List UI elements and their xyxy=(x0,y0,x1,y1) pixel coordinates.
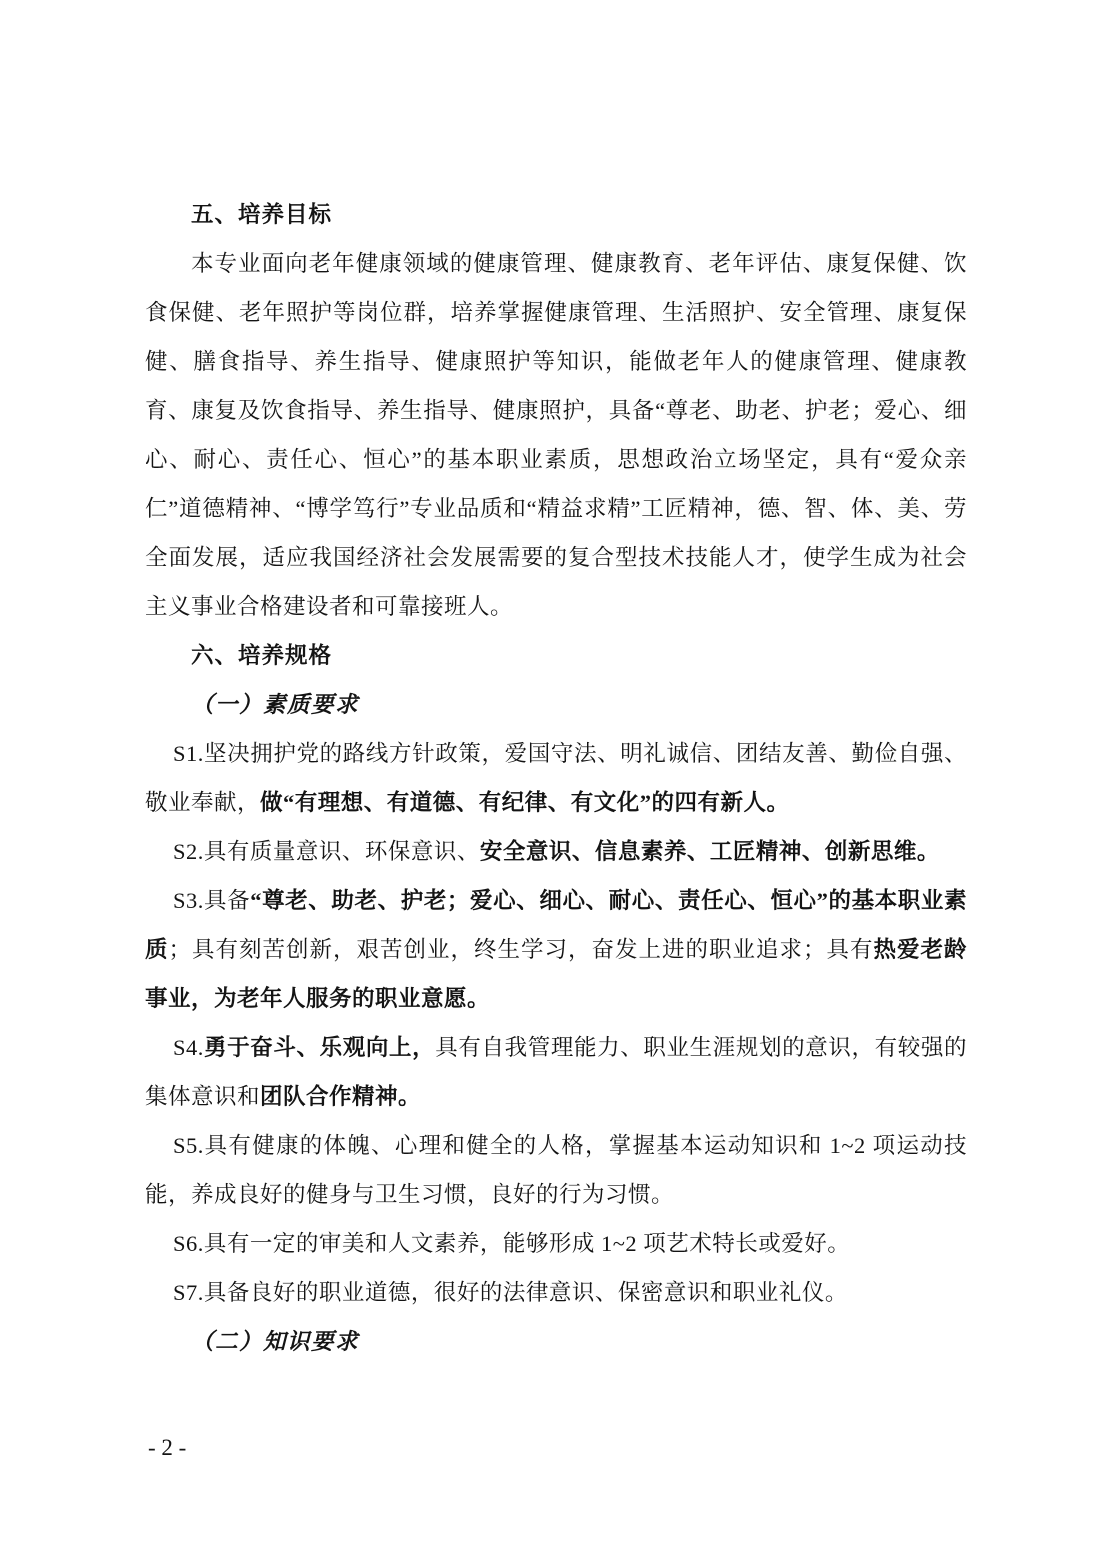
s4-text-bold-2: 团队合作精神。 xyxy=(260,1084,422,1109)
s2-text-regular: S2.具有质量意识、环保意识、 xyxy=(173,839,480,864)
subsection-heading-knowledge-requirements: （二）知识要求 xyxy=(191,1329,360,1354)
s3-text-regular-2: ；具有刻苦创新，艰苦创业，终生学习，奋发上进的职业追求；具有 xyxy=(168,937,874,962)
section-heading-training-specs: 六、培养规格 xyxy=(191,643,333,668)
s7-text: S7.具备良好的职业道德，很好的法律意识、保密意识和职业礼仪。 xyxy=(173,1280,848,1305)
page-number: - 2 - xyxy=(148,1435,187,1460)
s1-text-regular: S1.坚决拥护党的路线方针政策，爱国守法、明礼诚信、团结友善、勤俭自强、敬业奉献， xyxy=(145,741,967,815)
page-content xyxy=(145,190,967,1366)
paragraph-s4 xyxy=(145,1023,967,1121)
paragraph-s7 xyxy=(145,1268,967,1317)
s3-text-bold-1: “尊老、助老、护老；爱心、细心、耐心、责任心、恒心”的基本职业素质 xyxy=(145,888,967,962)
paragraph-text: 本专业面向老年健康领域的健康管理、健康教育、老年评估、康复保健、饮食保健、老年照护等岗位群，培养掌握健康管理、生活照护、安全管理、康复保健、膳食指导、养生指导、健康照护等知识，能做老年人的健康管理、健康教育、康复及饮食指导、养生指导、健康照护，具备“尊老、助老、护老；爱心、细心、耐心、责任心、恒心”的基本职业素质，思想政治立场坚定，具有“爱众亲仁”道德精神、“博学笃行”专业品质和“精益求精”工匠精神，德、智、体、美、劳全面发展，适应我国经济社会发展需要的复合型技术技能人才，使学生成为社会主义事业合格建设者和可靠接班人。 xyxy=(145,251,967,619)
s2-text-bold: 安全意识、信息素养、工匠精神、创新思维。 xyxy=(479,839,940,864)
paragraph-s1 xyxy=(145,729,967,827)
s5-text: S5.具有健康的体魄、心理和健全的人格，掌握基本运动知识和 1~2 项运动技能，养成良好的健身与卫生习惯，良好的行为习惯。 xyxy=(145,1133,967,1207)
paragraph-s5 xyxy=(145,1121,967,1219)
s6-text: S6.具有一定的审美和人文素养，能够形成 1~2 项艺术特长或爱好。 xyxy=(173,1231,851,1256)
s4-text-bold-1: 勇于奋斗、乐观向上， xyxy=(203,1035,436,1060)
section-heading-training-objectives: 五、培养目标 xyxy=(191,202,333,227)
subsection-heading-quality-requirements: （一）素质要求 xyxy=(191,692,360,717)
s1-text-bold: 做“有理想、有道德、有纪律、有文化”的四有新人。 xyxy=(260,790,790,815)
paragraph-s3 xyxy=(145,876,967,1023)
s3-text-bold-2: 热爱老龄事业，为老年人服务的职业意愿。 xyxy=(145,937,967,1011)
s3-text-regular-1: S3.具备 xyxy=(173,888,251,913)
paragraph-s2 xyxy=(145,827,967,876)
paragraph-training-objectives xyxy=(145,239,967,631)
s4-text-regular: 具有自我管理能力、职业生涯规划的意识，有较强的集体意识和 xyxy=(145,1035,967,1109)
s4-prefix: S4. xyxy=(173,1035,204,1060)
paragraph-s6 xyxy=(145,1219,967,1268)
